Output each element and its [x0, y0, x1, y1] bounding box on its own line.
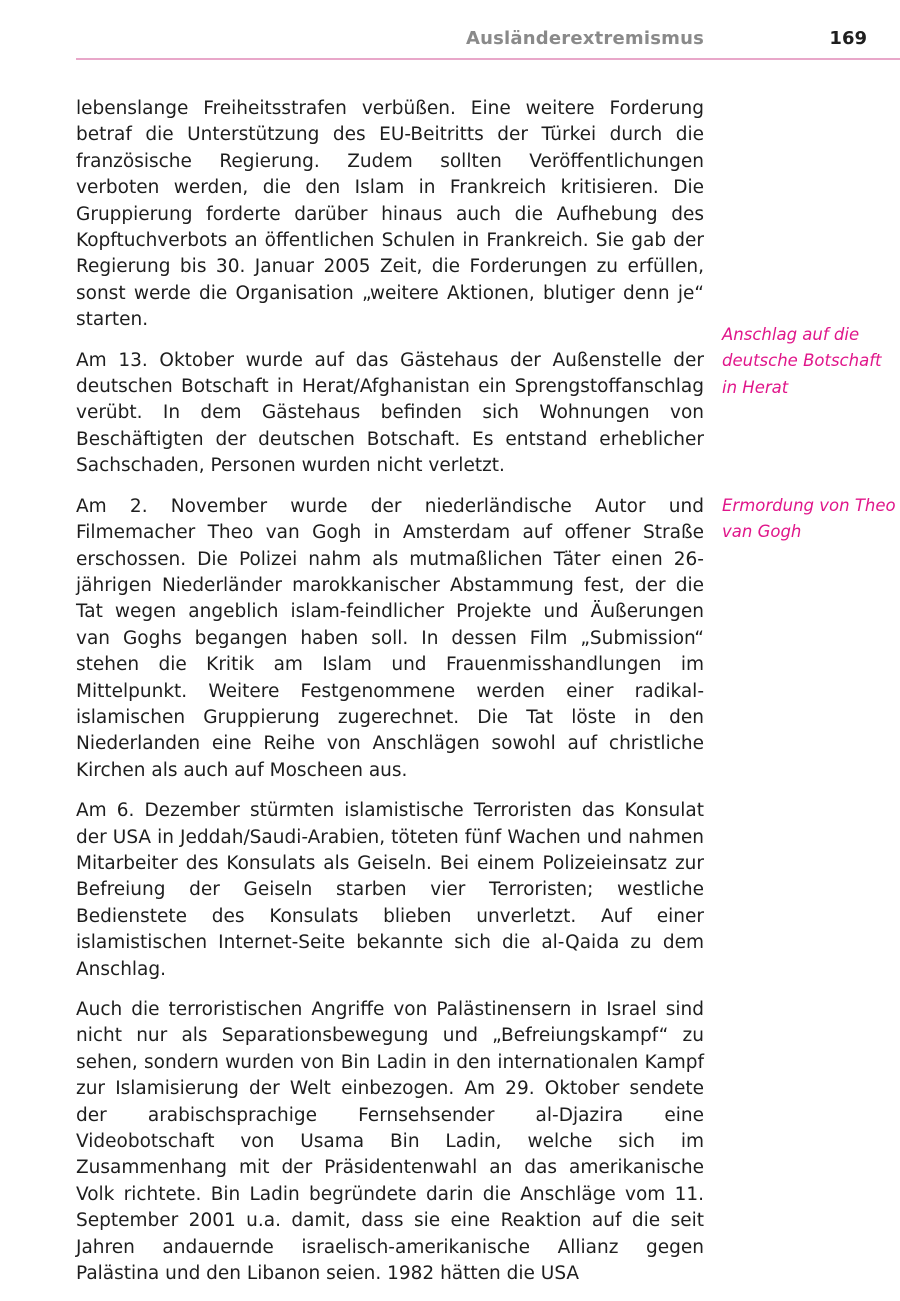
paragraph-5: Auch die terroristischen Angriffe von Palästinensern in Israel sind nicht nur als Separationsbewegung und „Befreiungskampf“ zu sehen, sondern wurden von Bin Ladin in den internationalen Kampf zur Islamisierung der Welt einbezogen. Am 29. Oktober sendete der arabischsprachige Fernsehsender al-Djazira eine Videobotschaft von Usama Bin Ladin, welche sich im Zusammenhang mit der Präsidentenwahl an das amerikanische Volk richtete. Bin Ladin begründete darin die Anschläge vom 11. September 2001 u.a. damit, dass sie eine Reaktion auf die seit Jahren andauernde israelisch-amerikanische Allianz gegen Palästina und den Libanon seien. 1982 hätten die USA: [76, 999, 704, 1285]
paragraph-3: Am 2. November wurde der niederländische Autor und Filmemacher Theo van Gogh in Amsterdam auf offener Straße erschossen. Die Polizei nahm als mutmaßlichen Täter einen 26-jährigen Niederländer marokkanischer Abstammung fest, der die Tat wegen angeblich islam-feindlicher Projekte und Äußerungen van Goghs begangen haben soll. In dessen Film „Submission“ stehen die Kritik am Islam und Frauenmisshandlungen im Mittelpunkt. Weitere Festgenommene werden einer radikal-islamischen Gruppierung zugerechnet. Die Tat löste in den Niederlanden eine Reihe von Anschlägen sowohl auf christliche Kirchen als auch auf Moscheen aus.: [76, 495, 704, 781]
paragraph-2: Am 13. Oktober wurde auf das Gästehaus der Außenstelle der deutschen Botschaft in Herat/Afghanistan ein Sprengstoffanschlag verübt. In dem Gästehaus befinden sich Wohnungen von Beschäftigten der deutschen Botschaft. Es entstand erheblicher Sachschaden, Personen wurden nicht verletzt.: [76, 349, 704, 477]
margin-note-van-gogh: Ermordung von Theo van Gogh: [722, 496, 896, 542]
margin-note-herat: Anschlag auf die deutsche Botschaft in Herat: [722, 325, 882, 397]
paragraph-4: Am 6. Dezember stürmten islamistische Terroristen das Konsulat der USA in Jeddah/Saudi-Arabien, töteten fünf Wachen und nahmen Mitarbeiter des Konsulats als Geiseln. Bei einem Polizeieinsatz zur Befreiung der Geiseln starben vier Terroristen; westliche Bedienstete des Konsulats blieben unverletzt. Auf einer islamistischen Internet-Seite bekannte sich die al-Qaida zu dem Anschlag.: [76, 800, 704, 980]
page-number: 169: [829, 28, 867, 49]
page-header: [76, 28, 900, 60]
running-head-title: Ausländerextremismus: [466, 28, 704, 49]
main-text-column: [76, 96, 704, 1301]
paragraph-1: lebenslange Freiheitsstrafen verbüßen. Eine weitere Forderung betraf die Unterstützung des EU-Beitritts der Türkei durch die französische Regierung. Zudem sollten Veröffentlichungen verboten werden, die den Islam in Frankreich kritisieren. Die Gruppierung forderte darüber hinaus auch die Aufhebung des Kopftuchverbots an öffentlichen Schulen in Frankreich. Sie gab der Regierung bis 30. Januar 2005 Zeit, die Forderungen zu erfüllen, sonst werde die Organisation „weitere Aktionen, blutiger denn je“ starten.: [76, 98, 704, 331]
